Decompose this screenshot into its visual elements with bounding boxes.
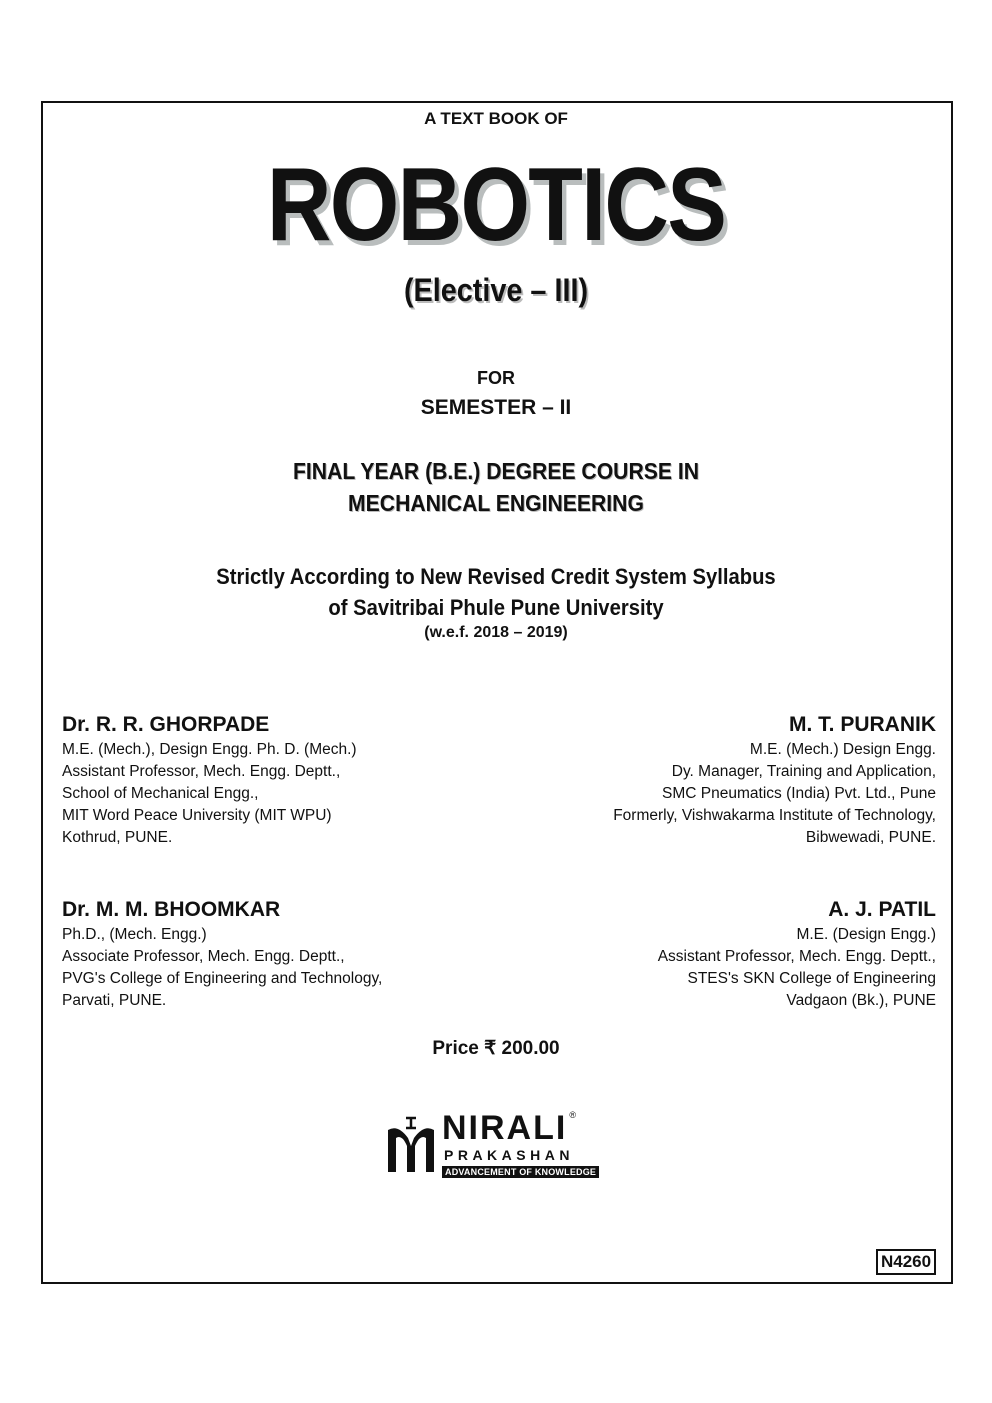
pre-title: A TEXT BOOK OF — [424, 109, 568, 128]
author-detail: Dy. Manager, Training and Application, — [671, 763, 936, 780]
publisher-name-row — [442, 1110, 576, 1146]
course-line-1: FINAL YEAR (B.E.) DEGREE COURSE IN — [292, 458, 700, 484]
author-block — [62, 712, 357, 849]
author-block — [658, 897, 936, 1012]
author-name: A. J. PATIL — [828, 898, 936, 921]
author-block — [62, 897, 382, 1012]
author-detail: SMC Pneumatics (India) Pvt. Ltd., Pune — [662, 785, 936, 802]
publisher-logo — [384, 1110, 624, 1182]
publisher-name: NIRALI — [442, 1109, 568, 1147]
author-name: Dr. M. M. BHOOMKAR — [62, 898, 281, 921]
author-detail: Parvati, PUNE. — [62, 992, 167, 1009]
book-code: N4260 — [876, 1249, 936, 1275]
author-detail: M.E. (Mech.) Design Engg. — [749, 741, 936, 758]
syllabus-wef: (w.e.f. 2018 – 2019) — [424, 624, 568, 641]
book-logo-icon — [384, 1116, 438, 1174]
author-detail: Formerly, Vishwakarma Institute of Technology, — [613, 807, 936, 824]
price: Price ₹ 200.00 — [432, 1038, 560, 1059]
author-detail: MIT Word Peace University (MIT WPU) — [62, 807, 332, 824]
author-detail: M.E. (Mech.), Design Engg. Ph. D. (Mech.) — [62, 741, 357, 758]
author-detail: M.E. (Design Engg.) — [796, 926, 936, 943]
for-label: FOR — [477, 368, 515, 388]
author-name: M. T. PURANIK — [789, 713, 936, 736]
author-detail: Associate Professor, Mech. Engg. Deptt., — [62, 948, 345, 965]
semester: SEMESTER – II — [420, 396, 572, 419]
author-detail: Assistant Professor, Mech. Engg. Deptt., — [62, 763, 341, 780]
author-detail: PVG's College of Engineering and Technology, — [62, 970, 383, 987]
author-detail: Bibwewadi, PUNE. — [805, 829, 936, 846]
publisher-sub: PRAKASHAN — [444, 1147, 574, 1163]
author-detail: Kothrud, PUNE. — [62, 829, 173, 846]
author-block — [613, 712, 936, 849]
registered-mark: ® — [569, 1110, 576, 1120]
author-detail: School of Mechanical Engg., — [62, 785, 259, 802]
author-detail: Vadgaon (Bk.), PUNE — [786, 992, 936, 1009]
author-detail: STES's SKN College of Engineering — [687, 970, 936, 987]
publisher-tagline: ADVANCEMENT OF KNOWLEDGE — [442, 1166, 599, 1178]
author-detail: Assistant Professor, Mech. Engg. Deptt., — [657, 948, 936, 965]
syllabus-line-1: Strictly According to New Revised Credit System Syllabus — [216, 564, 776, 589]
book-title: ROBOTICS — [266, 147, 726, 263]
syllabus-line-2: of Savitribai Phule Pune University — [328, 595, 664, 620]
course-line-2: MECHANICAL ENGINEERING — [348, 490, 644, 516]
author-detail: Ph.D., (Mech. Engg.) — [62, 926, 207, 943]
author-name: Dr. R. R. GHORPADE — [62, 713, 270, 736]
book-subtitle: (Elective – III) — [403, 272, 589, 308]
